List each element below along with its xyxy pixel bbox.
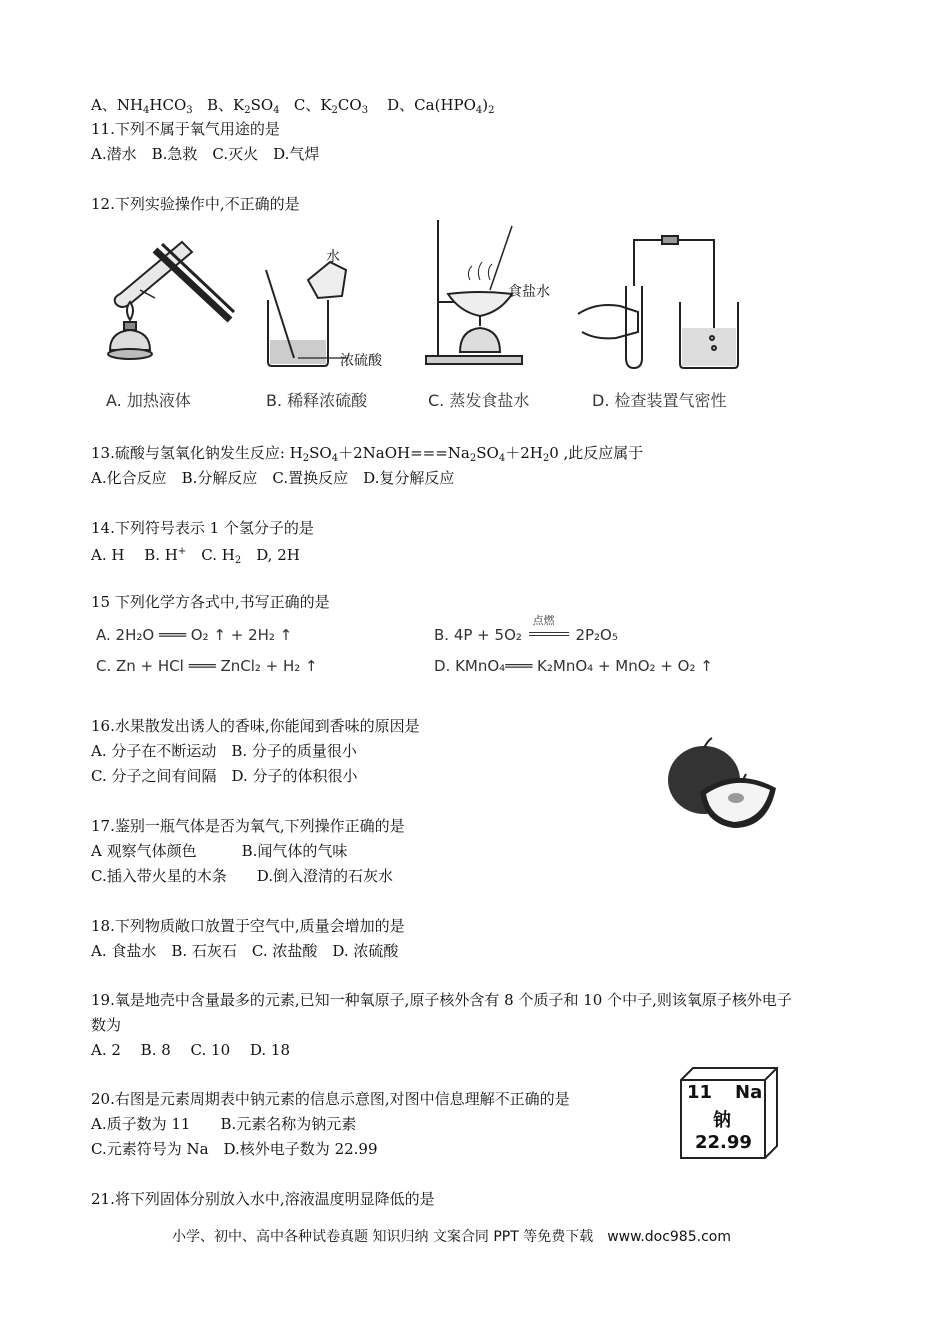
q18-options: A. 食盐水 B. 石灰石 C. 浓盐酸 D. 浓硫酸 [91, 942, 399, 960]
q12-stem: 12.下列实验操作中,不正确的是 [91, 195, 300, 213]
footer-text: 小学、初中、高中各种试卷真题 知识归纳 文案合同 PPT 等免费下载 www.doc985.com [172, 1229, 731, 1245]
q14-stem: 14.下列符号表示 1 个氢分子的是 [91, 519, 314, 537]
label-brine: 食盐水 [508, 284, 550, 300]
q13-stem: 13.硫酸与氢氧化钠发生反应: $H_2SO_4+2NaOH===Na_2SO_4+2H_20$ ,此反应属于 [91, 444, 644, 464]
element-name: 钠 [713, 1110, 731, 1131]
caption-c: C. 蒸发食盐水 [428, 391, 530, 410]
q11-options: A.潜水 B.急救 C.灭火 D.气焊 [91, 145, 320, 163]
q15-option-d: D. KMnO₄═══ K₂MnO₄ + MnO₂ + O₂ ↑ [434, 657, 713, 675]
q20-stem: 20.右图是元素周期表中钠元素的信息示意图,对图中信息理解不正确的是 [91, 1090, 570, 1108]
label-water: 水 [326, 249, 340, 265]
heating-liquid-figure [100, 232, 240, 372]
airtight-check-figure [576, 232, 746, 372]
caption-a: A. 加热液体 [106, 391, 191, 410]
q17-line2: C.插入带火星的木条 D.倒入澄清的石灰水 [91, 867, 393, 885]
q15-stem: 15 下列化学方各式中,书写正确的是 [91, 593, 330, 611]
sodium-element-card [679, 1066, 779, 1160]
q19-stem-1: 19.氧是地壳中含量最多的元素,已知一种氧原子,原子核外含有 8 个质子和 10 个中子,则该氧原子核外电子 [91, 991, 792, 1009]
q19-options: A. 2 B. 8 C. 10 D. 18 [91, 1041, 290, 1059]
caption-b: B. 稀释浓硫酸 [266, 391, 368, 410]
q15-condition: 点燃 [532, 614, 555, 627]
q16-line2: C. 分子之间有间隔 D. 分子的体积很小 [91, 767, 358, 785]
q18-stem: 18.下列物质敞口放置于空气中,质量会增加的是 [91, 917, 405, 935]
q16-stem: 16.水果散发出诱人的香味,你能闻到香味的原因是 [91, 717, 420, 735]
label-acid: 浓硫酸 [340, 353, 382, 369]
atomic-number: 11 [687, 1082, 713, 1103]
q15-option-a: A. 2H₂O ═══ O₂ ↑ + 2H₂ ↑ [96, 626, 293, 644]
apple-illustration [664, 736, 784, 832]
q10-options: A、$NH_4HCO_3$ B、$K_2SO_4$ C、$K_2CO_3$ D、$Ca(HPO_4)_2$ [91, 96, 495, 116]
caption-d: D. 检查装置气密性 [592, 391, 727, 410]
q15-option-b: B. 4P + 5O₂ 点燃 2P₂O₅ [434, 614, 618, 644]
q14-options: A. H B. H+ C. $H_2$ D, 2H [91, 546, 300, 566]
q17-line1: A 观察气体颜色 B.闻气体的气味 [91, 842, 348, 860]
atomic-mass: 22.99 [695, 1132, 752, 1153]
q11-stem: 11.下列不属于氧气用途的是 [91, 120, 280, 138]
q17-stem: 17.鉴别一瓶气体是否为氧气,下列操作正确的是 [91, 817, 405, 835]
element-symbol: Na [735, 1082, 763, 1103]
q16-line1: A. 分子在不断运动 B. 分子的质量很小 [91, 742, 357, 760]
q21-stem: 21.将下列固体分别放入水中,溶液温度明显降低的是 [91, 1190, 435, 1208]
q15-option-c: C. Zn + HCl ═══ ZnCl₂ + H₂ ↑ [96, 657, 318, 675]
q20-line2: C.元素符号为 Na D.核外电子数为 22.99 [91, 1140, 378, 1158]
q19-stem-2: 数为 [91, 1016, 122, 1034]
q20-line1: A.质子数为 11 B.元素名称为钠元素 [91, 1115, 357, 1133]
q13-options: A.化合反应 B.分解反应 C.置换反应 D.复分解反应 [91, 469, 455, 487]
